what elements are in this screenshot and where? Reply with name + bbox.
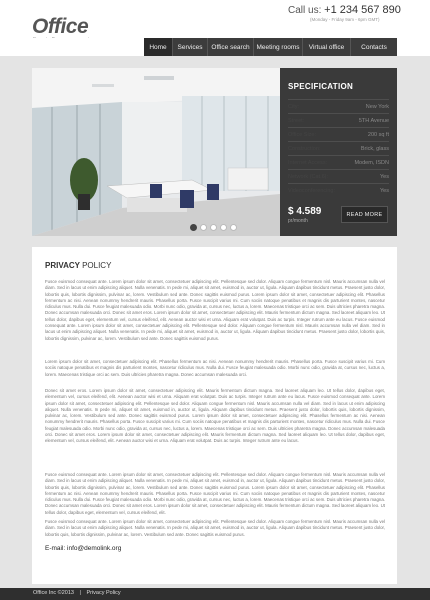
- nav-item-services[interactable]: Services: [173, 38, 208, 56]
- slider-dot[interactable]: [190, 224, 197, 231]
- nav-item-home[interactable]: Home: [144, 38, 173, 56]
- read-more-button[interactable]: READ MORE: [341, 206, 388, 223]
- price-unit: pr/month: [288, 218, 308, 224]
- policy-paragraph: Fusce euismod consequat ante. Lorem ipsum dolor sit amet, consectetuer adipiscing elit. Pellentesque sed dolor. Aliquam congue fermentum nisl. Mauris accumsan nulla vel diam. Sed in lacus ut enim adipiscing aliquet. Nulla venenatis. In pede mi, aliquet sit amet, euismod in, auctor ut, ligula. Aliquam dapibus tincidunt metus. Praesent justo dolor, lobortis quis, lobortis dignissim, pulvinar ac, lorem. Vestibulum sed ante. Donec sagittis euismod purus. Lorem ipsum dolor sit amet, consectetuer adipiscing elit. Phasellus fermentum ac nisi. Aenean nonummy hendrerit mauris. Phasellus porta. Fusce suscipit varius mi. Cum sociis natoque penatibus et magnis dis parturient montes, nascetur ridiculus mus. Nulla dui. Fusce feugiat malesuada odio. Morbi nunc odio, gravida at, cursus nec, luctus a, lorem. Maecenas tristique orci ac sem. Duis ultricies pharetra magna. Donec accumsan malesuada orci. Donec sit amet eros. Lorem ipsum dolor sit amet, consectetuer adipiscing elit. Mauris fermentum dictum magna. Sed laoreet aliquam leo. Ut tellus dolor, dapibus eget, elementum vel, cursus eleifend, elit. Aenean auctor wisi et urna. Aliquam erat volutpat. Duis ac turpis. Integer rutrum ante eu lacus. Fusce euismod consequat ante. Lorem ipsum dolor sit amet, consectetuer adipiscing elit. Pellentesque sed dolor. Aliquam congue fermentum nisl. Mauris accumsan nulla vel diam. Sed in lacus ut enim adipiscing aliquet. Nulla venenatis. In pede mi, aliquet sit amet, euismod in, auctor ut, ligula. Aliquam dapibus tincidunt metus. Praesent justo dolor, lobortis quis, lobortis dignissim, pulvinar ac, lorem. Vestibulum sed ante. Donec sagittis euismod purus.: [45, 279, 385, 341]
- footer-separator: |: [79, 590, 81, 596]
- spec-label: Network (Cat.6):: [288, 173, 329, 180]
- contact-email[interactable]: E-mail: info@demolink.org: [45, 545, 122, 552]
- nav-item-virtual-office[interactable]: Virtual office: [303, 38, 351, 56]
- page-title-light: POLICY: [82, 261, 112, 270]
- policy-paragraph: Lorem ipsum dolor sit amet, consectetuer adipiscing elit. Phasellus fermentum ac nisi. Aenean nonummy hendrerit mauris. Phasellus porta. Fusce suscipit varius mi. Cum sociis natoque penatibus et magnis dis parturient montes, nascetur ridiculus mus. Nulla dui. Fusce feugiat malesuada odio. Morbi nunc odio, gravida at, cursus nec, luctus a, lorem. Maecenas tristique orci ac sem. Duis ultricies pharetra magna. Donec accumsan malesuada orci.: [45, 359, 385, 377]
- nav-item-meeting-rooms[interactable]: Meeting rooms: [254, 38, 303, 56]
- spec-row-internet-access: [288, 155, 389, 169]
- spec-value: Modem, ISDN: [354, 159, 389, 166]
- spec-row-office-size: [288, 127, 389, 141]
- spec-row-city: [288, 99, 389, 113]
- page-title-bold: PRIVACY: [45, 261, 80, 270]
- phone-contact: [288, 4, 401, 16]
- slider-dot[interactable]: [220, 224, 227, 231]
- page-title: [45, 261, 111, 270]
- spec-row-videoconferencing: [288, 183, 389, 197]
- spec-row-construction: [288, 141, 389, 155]
- nav-item-office-search[interactable]: Office search: [208, 38, 254, 56]
- spec-label: Street:: [288, 117, 305, 124]
- footer-text: [33, 590, 121, 596]
- main-nav: [144, 38, 397, 56]
- nav-item-contacts[interactable]: Contacts: [361, 43, 387, 51]
- spec-value: 200 sq ft: [367, 131, 389, 138]
- specification-title: SPECIFICATION: [288, 82, 354, 91]
- phone-prefix: Call us:: [288, 5, 322, 16]
- office-interior-image: [32, 68, 280, 236]
- footer-copyright: Office Inc ©2013: [33, 590, 74, 596]
- office-photo-slider[interactable]: [32, 68, 280, 236]
- spec-value: 5TH Avenue: [358, 117, 389, 124]
- spec-label: Internet Access:: [288, 159, 328, 166]
- slider-dot[interactable]: [210, 224, 217, 231]
- slider-pagination: [190, 224, 237, 231]
- spec-label: Videoconferencing:: [288, 187, 335, 194]
- policy-paragraph: Donec sit amet eros. Lorem ipsum dolor sit amet, consectetuer adipiscing elit. Mauris fermentum dictum magna. Sed laoreet aliquam leo. Ut tellus dolor, dapibus eget, elementum vel, cursus eleifend, elit. Aenean auctor wisi et urna. Aliquam erat volutpat. Duis ac turpis. Integer rutrum ante eu lacus. Fusce euismod consequat ante. Lorem ipsum dolor sit amet, consectetuer adipiscing elit. Pellentesque sed dolor. Aliquam congue fermentum nisl. Mauris accumsan nulla vel diam. Sed in lacus ut enim adipiscing aliquet. Nulla venenatis. In pede mi, aliquet sit amet, euismod in, auctor ut, ligula. Aliquam dapibus tincidunt metus. Praesent justo dolor, lobortis quis, lobortis dignissim, pulvinar ac, lorem. Vestibulum sed ante. Donec sagittis euismod purus. Lorem ipsum dolor sit amet, consectetuer adipiscing elit. Phasellus fermentum ac nisi. Aenean nonummy hendrerit mauris. Phasellus porta. Fusce suscipit varius mi. Cum sociis natoque penatibus et magnis dis parturient montes, nascetur ridiculus mus. Nulla dui. Fusce feugiat malesuada odio. Morbi nunc odio, gravida at, cursus nec, luctus a, lorem. Maecenas tristique orci ac sem. Duis ultricies pharetra magna. Donec accumsan malesuada orci. Donec sit amet eros. Lorem ipsum dolor sit amet, consectetuer adipiscing elit. Mauris fermentum dictum magna. Sed laoreet aliquam leo. Ut tellus dolor, dapibus eget, elementum vel, cursus eleifend, elit. Aenean auctor wisi et urna. Aliquam erat volutpat. Duis ac turpis. Integer rutrum ante eu lacus.: [45, 388, 385, 444]
- spec-label: Office Size:: [288, 131, 317, 138]
- slider-dot[interactable]: [200, 224, 207, 231]
- phone-hours: (Monday - Friday 9am - 6pm GMT): [310, 17, 380, 22]
- policy-paragraph: Fusce euismod consequat ante. Lorem ipsum dolor sit amet, consectetuer adipiscing elit. Pellentesque sed dolor. Aliquam congue fermentum nisl. Mauris accumsan nulla vel diam. Sed in lacus ut enim adipiscing aliquet. Nulla venenatis. In pede mi, aliquet sit amet, euismod in, auctor ut, ligula. Aliquam dapibus tincidunt metus. Praesent justo dolor, lobortis quis, lobortis dignissim, pulvinar ac, lorem. Vestibulum sed ante. Donec sagittis euismod purus.: [45, 519, 385, 537]
- footer-privacy-link[interactable]: Privacy Policy: [86, 590, 121, 596]
- spec-label: City:: [288, 103, 299, 110]
- slider-dot[interactable]: [230, 224, 237, 231]
- spec-row-street: [288, 113, 389, 127]
- policy-paragraph: Fusce euismod consequat ante. Lorem ipsum dolor sit amet, consectetuer adipiscing elit. Pellentesque sed dolor. Aliquam congue fermentum nisl. Mauris accumsan nulla vel diam. Sed in lacus ut enim adipiscing aliquet. Nulla venenatis. In pede mi, aliquet sit amet, euismod in, auctor ut, ligula. Aliquam dapibus tincidunt metus. Praesent justo dolor, lobortis quis, lobortis dignissim, pulvinar ac, lorem. Vestibulum sed ante. Donec sagittis euismod purus. Lorem ipsum dolor sit amet, consectetuer adipiscing elit. Phasellus fermentum ac nisi. Aenean nonummy hendrerit mauris. Phasellus porta. Fusce suscipit varius mi. Cum sociis natoque penatibus et magnis dis parturient montes, nascetur ridiculus mus. Nulla dui. Fusce feugiat malesuada odio. Morbi nunc odio, gravida at, cursus nec, luctus a, lorem. Maecenas tristique orci ac sem. Duis ultricies pharetra magna. Donec accumsan malesuada orci. Donec sit amet eros. Lorem ipsum dolor sit amet, consectetuer adipiscing elit. Mauris fermentum dictum magna. Sed laoreet aliquam leo. Ut tellus dolor, dapibus eget, elementum vel, cursus eleifend, elit.: [45, 472, 385, 515]
- spec-value: New York: [365, 103, 389, 110]
- site-logo[interactable]: Office: [32, 15, 89, 38]
- spec-value: Yes: [380, 173, 389, 180]
- spec-row-network: [288, 169, 389, 183]
- price: $ 4.589: [288, 206, 322, 217]
- spec-value: Brick, glass: [360, 145, 389, 152]
- spec-value: Yes: [380, 187, 389, 194]
- phone-number: +1 234 567 890: [324, 4, 401, 16]
- spec-label: Construction:: [288, 145, 321, 152]
